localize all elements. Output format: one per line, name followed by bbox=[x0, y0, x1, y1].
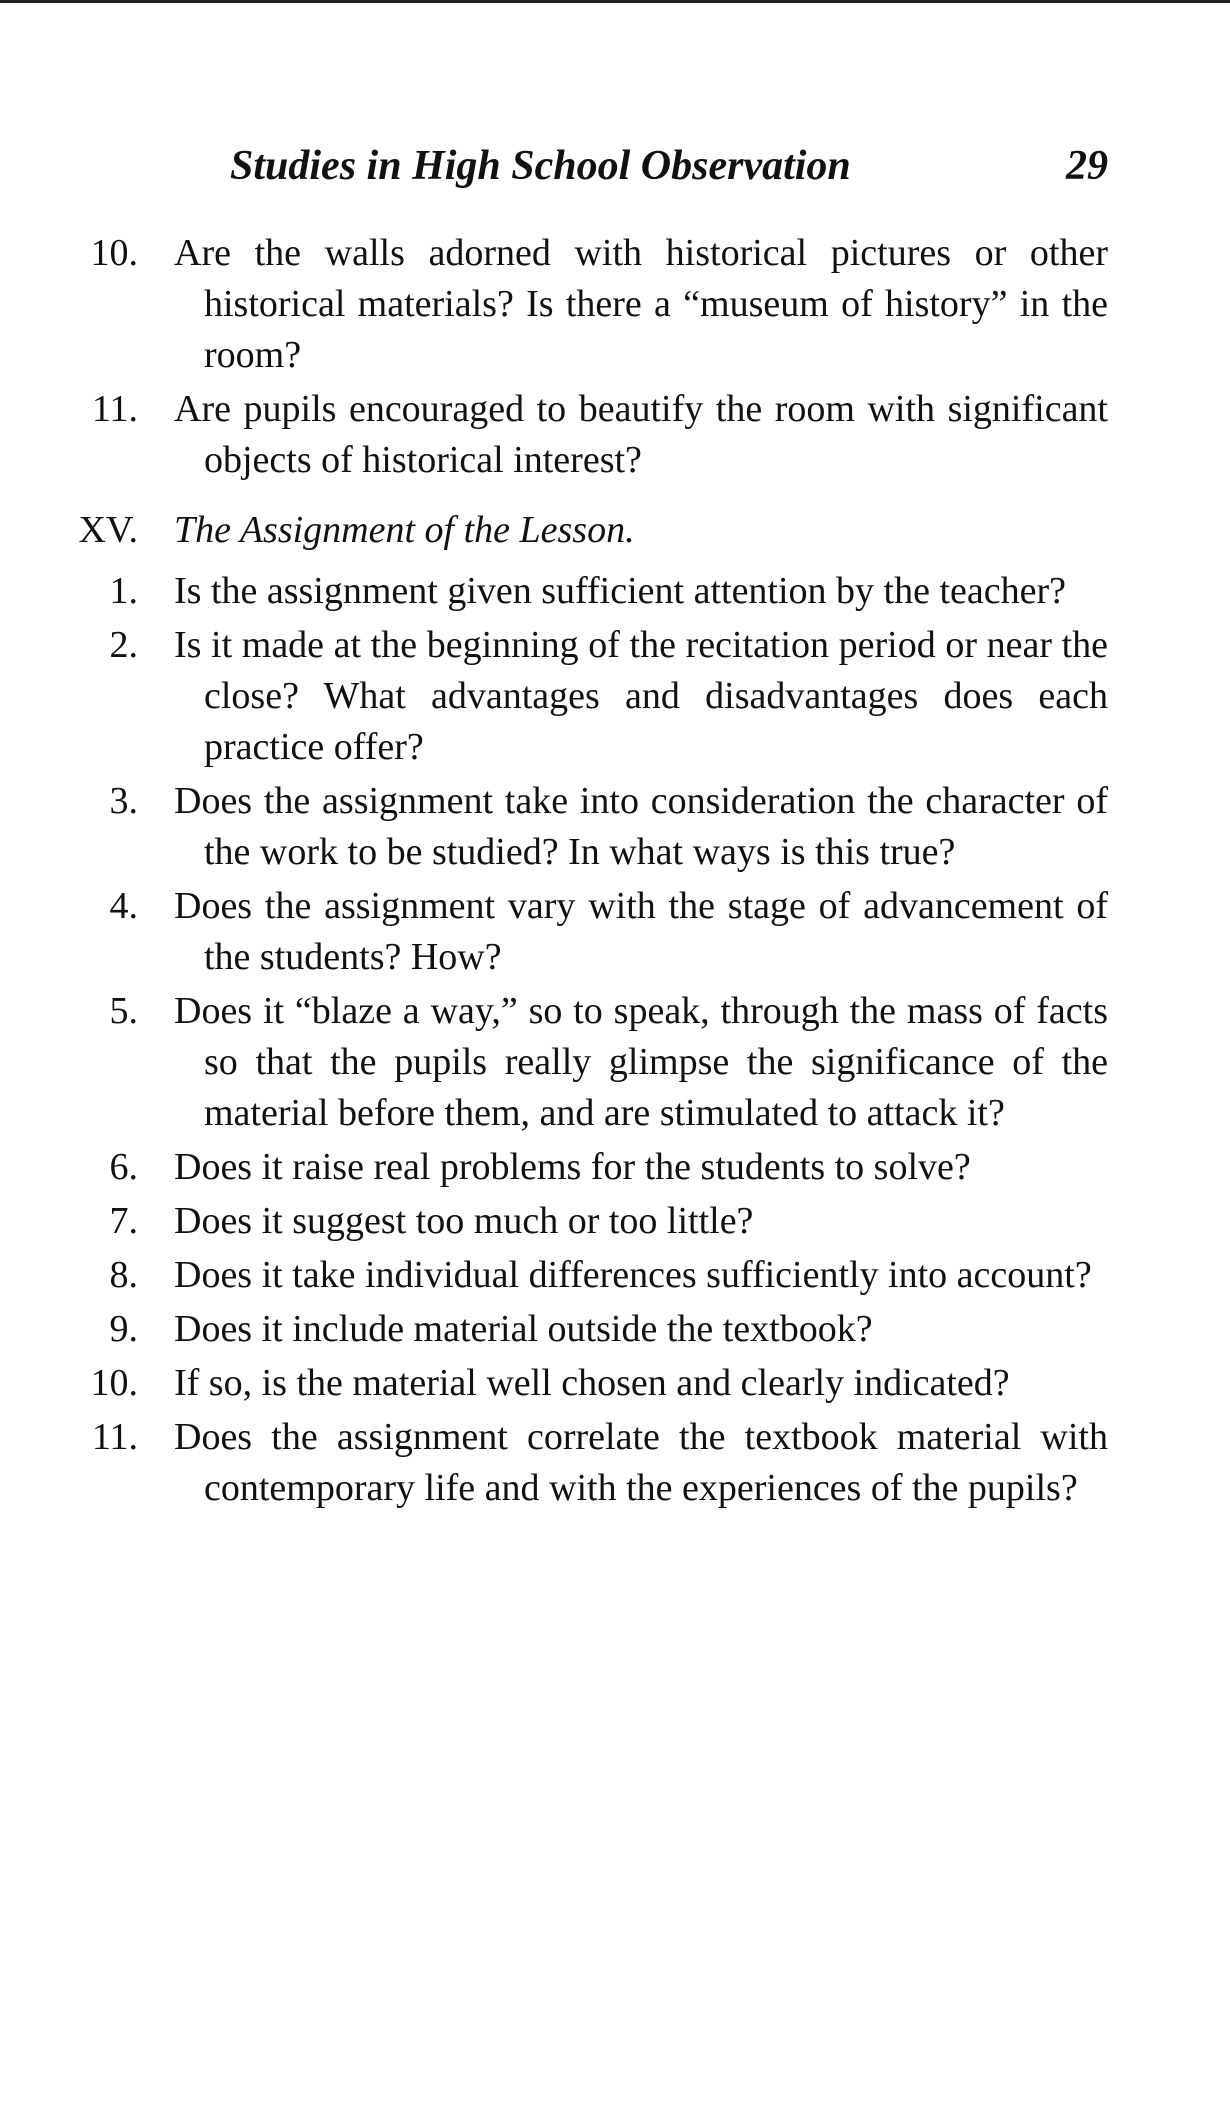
item-number: 6. bbox=[109, 1146, 138, 1188]
running-title: Studies in High School Observation bbox=[230, 143, 851, 189]
item-number: 1. bbox=[109, 570, 138, 612]
item-text: Does it “blaze a way,” so to speak, through the mass of facts so that the pupils really glimpse the significance of the material before them, and are stimulated to attack it? bbox=[174, 990, 1108, 1134]
item-number: 8. bbox=[109, 1254, 138, 1296]
item-text: Does the assignment correlate the textbook material with contemporary life and with the experiences of the pupils? bbox=[174, 1416, 1108, 1509]
top-rule bbox=[0, 0, 1230, 3]
item-text: If so, is the material well chosen and clearly indicated? bbox=[174, 1362, 1010, 1404]
section-heading-row bbox=[40, 505, 1108, 556]
spacer bbox=[40, 489, 1108, 505]
item-number: 11. bbox=[91, 1416, 138, 1458]
item-text: Are pupils encouraged to beautify the room with significant objects of historical interest? bbox=[174, 388, 1108, 481]
list-item bbox=[40, 1250, 1108, 1301]
running-header bbox=[230, 138, 1108, 194]
item-number: 3. bbox=[109, 780, 138, 822]
list-item bbox=[40, 384, 1108, 486]
item-number: 9. bbox=[109, 1308, 138, 1350]
item-number: 10. bbox=[90, 232, 138, 274]
list-item bbox=[40, 228, 1108, 381]
list-item bbox=[40, 1304, 1108, 1355]
item-text: Is it made at the beginning of the recitation period or near the close? What advantages and disadvantages does each practice offer? bbox=[174, 624, 1108, 768]
item-number: 10. bbox=[90, 1362, 138, 1404]
page-number: 29 bbox=[1066, 143, 1108, 189]
item-text: Does it suggest too much or too little? bbox=[174, 1200, 754, 1242]
item-text: Are the walls adorned with historical pictures or other historical materials? Is there a “museum of history” in the room? bbox=[174, 232, 1108, 376]
item-number: 7. bbox=[109, 1200, 138, 1242]
list-item bbox=[40, 1358, 1108, 1409]
list-item bbox=[40, 1142, 1108, 1193]
list-item bbox=[40, 566, 1108, 617]
list-item bbox=[40, 881, 1108, 983]
item-number: 4. bbox=[109, 885, 138, 927]
item-text: Does it include material outside the textbook? bbox=[174, 1308, 873, 1350]
item-number: 5. bbox=[109, 990, 138, 1032]
list-item bbox=[40, 1412, 1108, 1514]
list-item bbox=[40, 986, 1108, 1139]
list-item bbox=[40, 1196, 1108, 1247]
item-number: 2. bbox=[109, 624, 138, 666]
item-text: Does it take individual differences sufficiently into account? bbox=[174, 1254, 1092, 1296]
list-item bbox=[40, 776, 1108, 878]
item-text: Does the assignment take into consideration the character of the work to be studied? In what ways is this true? bbox=[174, 780, 1108, 873]
item-text: Is the assignment given sufficient attention by the teacher? bbox=[174, 570, 1067, 612]
page-content bbox=[40, 228, 1108, 1517]
section-number: XV. bbox=[78, 509, 138, 551]
list-item bbox=[40, 620, 1108, 773]
section-heading: The Assignment of the Lesson. bbox=[174, 509, 635, 551]
item-number: 11. bbox=[91, 388, 138, 430]
item-text: Does the assignment vary with the stage of advancement of the students? How? bbox=[174, 885, 1108, 978]
item-text: Does it raise real problems for the students to solve? bbox=[174, 1146, 971, 1188]
